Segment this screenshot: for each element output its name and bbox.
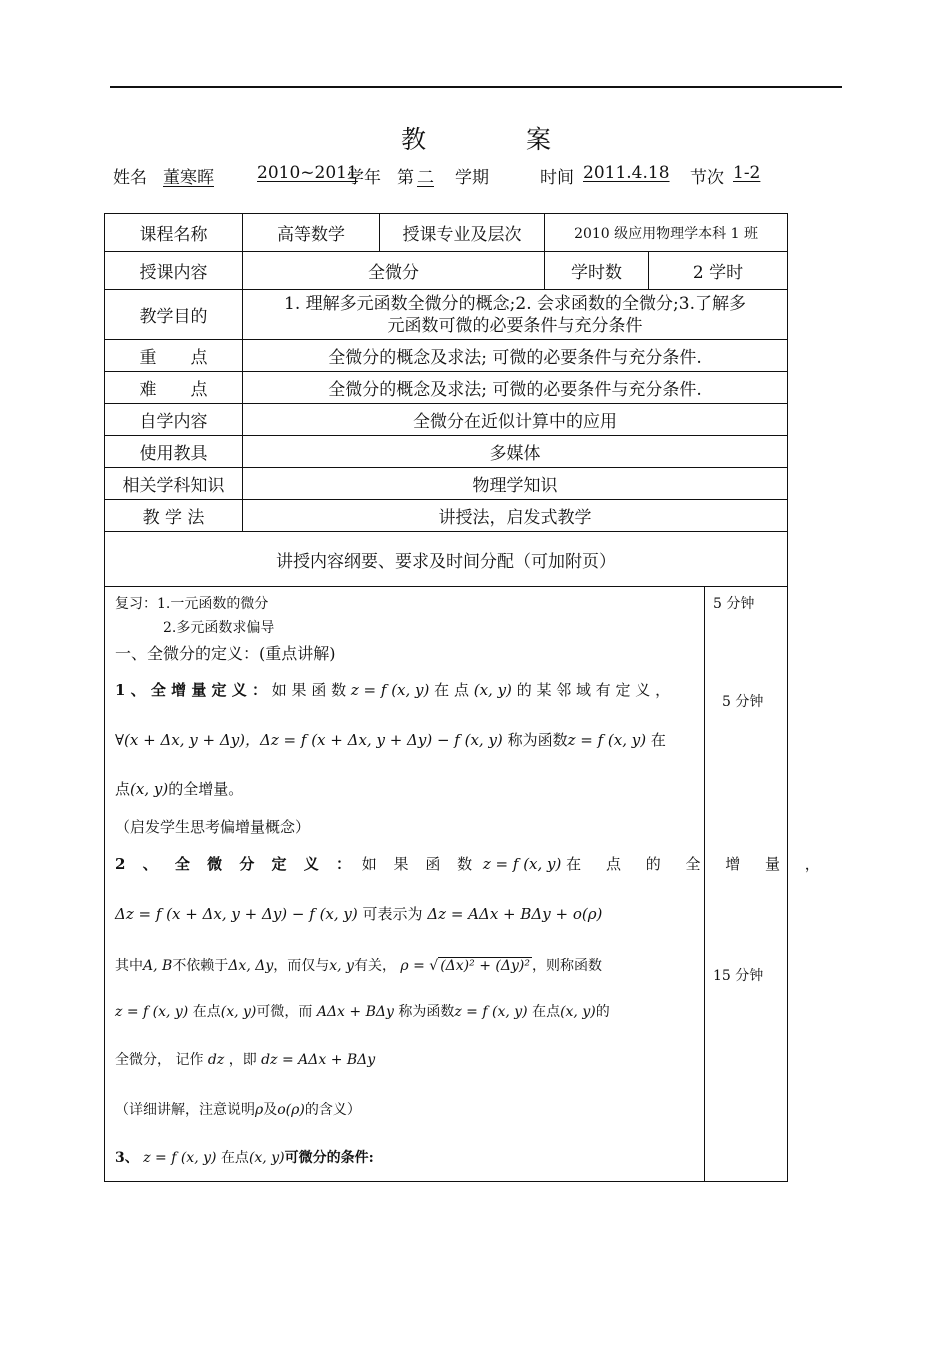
- topic-label: 授课内容: [105, 252, 243, 290]
- term-value: 二: [417, 168, 434, 188]
- topic-value: 全微分: [243, 252, 545, 290]
- def2-line-1: 2 、 全 微 分 定 义 ： 如 果 函 数 z = f (x, y) 在 点 的 全 增 量 ，: [115, 855, 830, 873]
- course-value: 高等数学: [243, 214, 380, 252]
- goal-label: 教学目的: [105, 290, 243, 340]
- def2-line-4: z = f (x, y) 在点(x, y)可微，而 AΔx + BΔy 称为函数z = f (x, y) 在点(x, y)的: [115, 1004, 610, 1020]
- year-value: 2010~2011: [257, 163, 358, 183]
- sqrt-sign: √: [429, 958, 439, 974]
- key-value: 全微分的概念及求法; 可微的必要条件与充分条件.: [243, 340, 788, 372]
- hours-value: 2 学时: [649, 252, 788, 290]
- hint-2: （详细讲解，注意说明ρ及o(ρ)的含义）: [115, 1102, 361, 1118]
- review-line-2: 2.多元函数求偏导: [163, 620, 275, 636]
- time-cell: [705, 587, 788, 1182]
- related-label: 相关学科知识: [105, 468, 243, 500]
- review-line-1: 复习：1.一元函数的微分: [115, 596, 269, 612]
- goal-value: [243, 290, 788, 340]
- page-title: 教 案: [401, 125, 597, 154]
- goal-line-2: 元函数可微的必要条件与充分条件: [387, 315, 643, 336]
- difficulty-label: 难 点: [105, 372, 243, 404]
- time-label: 时间: [540, 168, 574, 188]
- def1-line-2: ∀(x + Δx, y + Δy)，Δz = f (x + Δx, y + Δy) − f (x, y) 称为函数z = f (x, y) 在: [115, 731, 666, 749]
- def2-line-3: 其中A, B不依赖于Δx, Δy，而仅与x, y有关， ρ = √ (Δx)² + (Δy)² ，则称函数: [115, 958, 602, 974]
- self-study-value: 全微分在近似计算中的应用: [243, 404, 788, 436]
- name-label: 姓名: [113, 168, 147, 188]
- difficulty-value: 全微分的概念及求法; 可微的必要条件与充分条件.: [243, 372, 788, 404]
- section1-title: 一、全微分的定义：(重点讲解): [115, 644, 336, 663]
- time-total-differential: 15 分钟: [713, 968, 764, 984]
- time-review: 5 分钟: [713, 596, 755, 612]
- course-label: 课程名称: [105, 214, 243, 252]
- key-label: 重 点: [105, 340, 243, 372]
- hours-label: 学时数: [545, 252, 649, 290]
- header-rule: [110, 86, 842, 88]
- tools-value: 多媒体: [243, 436, 788, 468]
- session-label: 节次: [690, 168, 724, 188]
- major-value: 2010 级应用物理学本科 1 班: [545, 214, 788, 252]
- method-label: 教 学 法: [105, 500, 243, 532]
- method-value: 讲授法，启发式教学: [243, 500, 788, 532]
- outline-heading: 讲授内容纲要、要求及时间分配（可加附页）: [105, 532, 788, 587]
- time-definition: 5 分钟: [722, 694, 764, 710]
- lesson-plan-table: [104, 213, 830, 1182]
- major-label: 授课专业及层次: [380, 214, 545, 252]
- name-value: 董寒晖: [163, 168, 214, 188]
- session-value: 1-2: [733, 163, 761, 183]
- def2-line-2: Δz = f (x + Δx, y + Δy) − f (x, y) 可表示为 Δz = AΔx + BΔy + o(ρ): [115, 905, 603, 923]
- def1-line-3: 点(x, y)的全增量。: [115, 780, 244, 798]
- related-value: 物理学知识: [243, 468, 788, 500]
- tools-label: 使用教具: [105, 436, 243, 468]
- year-label: 学年: [347, 168, 381, 188]
- term-prefix: 第: [397, 168, 414, 188]
- def1-line-1: 1 、 全 增 量 定 义 ： 如 果 函 数 z = f (x, y) 在 点 (x, y) 的 某 邻 域 有 定 义 ，: [115, 681, 671, 699]
- def2-line-5: 全微分， 记作 dz ，即 dz = AΔx + BΔy: [115, 1052, 376, 1068]
- time-value: 2011.4.18: [583, 163, 670, 183]
- self-study-label: 自学内容: [105, 404, 243, 436]
- condition-line: 3、 z = f (x, y) 在点(x, y)可微分的条件:: [115, 1150, 374, 1166]
- goal-line-1: 1. 理解多元函数全微分的概念;2. 会求函数的全微分;3.了解多: [284, 293, 746, 314]
- term-label: 学期: [455, 168, 489, 188]
- hint-1: （启发学生思考偏增量概念）: [115, 818, 311, 836]
